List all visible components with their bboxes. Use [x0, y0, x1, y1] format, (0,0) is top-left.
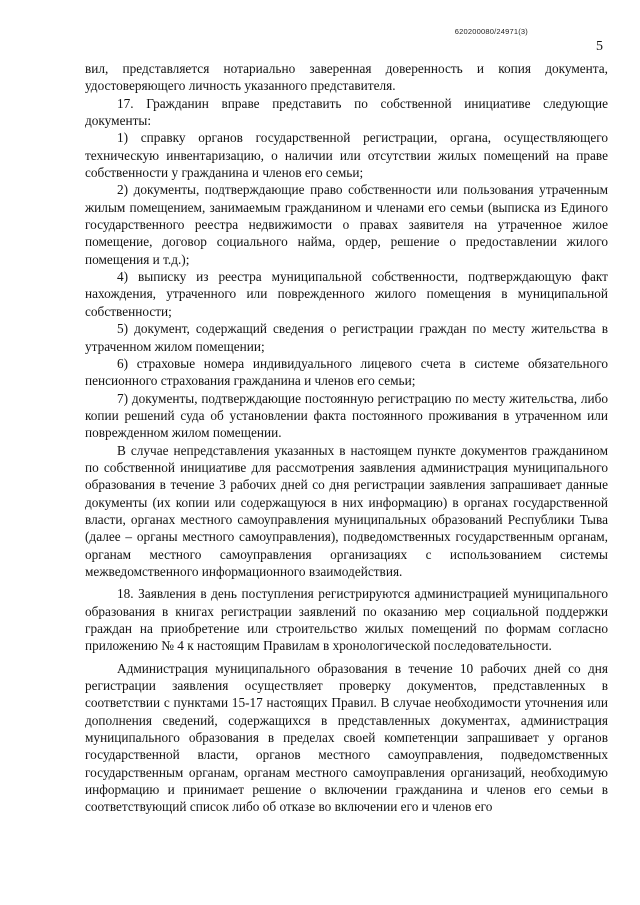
list-item-6: 6) страховые номера индивидуального лицевого счета в системе обязательного пенсионного страхования гражданина и членов его семьи;: [85, 355, 608, 389]
document-body: [85, 60, 608, 816]
page-number: 5: [596, 39, 603, 54]
list-item-7: 7) документы, подтверждающие постоянную регистрацию по месту жительства, либо копии решений суда об установлении факта постоянного проживания в утраченном или поврежденном жилом помещении.: [85, 390, 608, 441]
paragraph-continuation: вил, представляется нотариально заверенная доверенность и копия документа, удостоверяющего личность указанного представителя.: [85, 61, 608, 94]
document-code: 620200080/24971(3): [454, 27, 528, 36]
list-item-4: 4) выписку из реестра муниципальной собственности, подтверждающую факт нахождения, утраченного или поврежденного жилого помещения в муниципальной собственности;: [85, 269, 608, 319]
paragraph-item-17: 17. Гражданин вправе представить по собственной инициативе следующие документы:: [85, 95, 608, 129]
paragraph-verification: Администрация муниципального образования в течение 10 рабочих дней со дня регистрации заявления осуществляет проверку документов, представленных в соответствии с пунктами 15-17 настоящих Правил. В случае необходимости уточнения или дополнения сведений, содержащихся в представленных документах, администрация муниципального образования в пределах своей компетенции запрашивает у органов государственной власти, органов местного самоуправления, подведомственных государственным органам, органам местного самоуправления организаций, необходимую информацию и принимает решение о включении гражданина и членов его семьи в соответствующий список либо об отказе во включении его и членов его: [85, 660, 608, 815]
list-item-2: 2) документы, подтверждающие право собственности или пользования утраченным жилым помещением, занимаемым гражданином и членами его семьи (выписка из Единого государственного реестра недвижимости о правах заявителя на утраченное жилое помещение, договор социального найма, ордер, решение о предоставлении жилого помещения и т.д.);: [85, 182, 608, 267]
paragraph-item-18: 18. Заявления в день поступления регистрируются администрацией муниципального образования в книгах регистрации заявлений по оказанию мер социальной поддержки граждан на приобретение или строительство жилых помещений по формам согласно приложению № 4 к настоящим Правилам в хронологической последовательности.: [85, 586, 608, 654]
paragraph-nonsubmission: В случае непредставления указанных в настоящем пункте документов гражданином по собственной инициативе для рассмотрения заявления администрация муниципального образования в течение 3 рабочих дней со дня регистрации заявления запрашивает данные документы (их копии или содержащуюся в них информацию) в органах государственной власти, органах местного самоуправления муниципальных образований Республики Тыва (далее – органы местного самоуправления), подведомственных государственным органам, органам местного самоуправления организациях с использованием системы межведомственного информационного взаимодействия.: [85, 442, 608, 579]
list-item-1: 1) справку органов государственной регистрации, органа, осуществляющего техническую инвентаризацию, о наличии или отсутствии жилых помещений на праве собственности у гражданина и членов его семьи;: [85, 130, 608, 181]
list-item-5: 5) документ, содержащий сведения о регистрации граждан по месту жительства в утраченном жилом помещении;: [85, 321, 608, 354]
